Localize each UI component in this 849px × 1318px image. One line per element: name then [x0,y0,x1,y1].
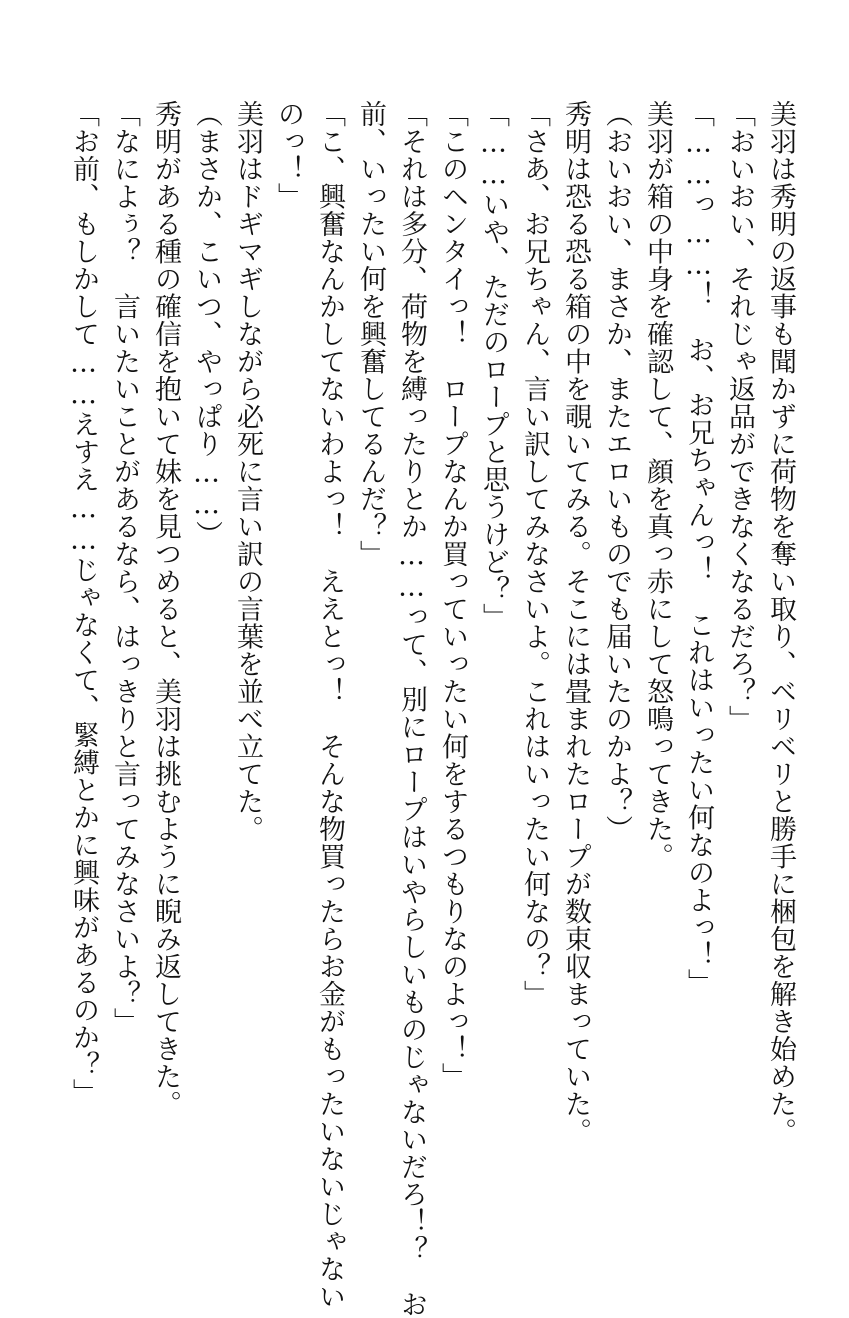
text-line: （おいおい、まさか、またエロいものでも届いたのかよ？） [601,100,632,843]
text-line: （まさか、こいつ、やっぱり……） [191,100,222,548]
text-line: 「このヘンタイっ！ ロープなんか買っていったい何をするつもりなのよっ！」 [437,100,468,1090]
text-line: 美羽はドギマギしながら必死に言い訳の言葉を並べ立てた。 [232,100,263,843]
text-line: 「おいおい、それじゃ返品ができなくなるだろ？」 [724,100,755,733]
text-line: 「さあ、お兄ちゃん、言い訳してみなさいよ。これはいったい何なの？」 [519,100,550,1008]
text-line: のっ！」 [273,100,304,210]
text-line: 「なによぅ？ 言いたいことがあるなら、はっきりと言ってみなさいよ？」 [109,100,140,1035]
text-line: 前、いったい何を興奮してるんだ？」 [355,100,386,568]
text-line: 美羽は秀明の返事も聞かずに荷物を奪い取り、ベリベリと勝手に梱包を解き始めた。 [765,100,796,1145]
text-line: 「……いや、ただのロープと思うけど？」 [478,100,509,631]
text-line: 「お前、もしかして……えすえ……じゃなくて、緊縛とかに興味があるのか？」 [68,100,99,1106]
text-line: 秀明は恐る恐る箱の中を覗いてみる。そこには畳まれたロープが数束収まっていた。 [560,100,591,1145]
vertical-text-body [63,100,801,1318]
text-line: 「こ、興奮なんかしてないわよっ！ ええとっ！ そんな物買ったらお金がもったいないじゃない [314,100,345,1310]
text-line: 「……っ……！ お、お兄ちゃんっ！ これはいったい何なのよっ！」 [683,100,714,996]
text-line: 「それは多分、荷物を縛ったりとか……って、別にロープはいやらしいものじゃないだろ！？ お [396,100,427,1318]
text-line: 秀明がある種の確信を抱いて妹を見つめると、美羽は挑むように睨み返してきた。 [150,100,181,1118]
text-line: 美羽が箱の中身を確認して、顔を真っ赤にして怒鳴ってきた。 [642,100,673,870]
